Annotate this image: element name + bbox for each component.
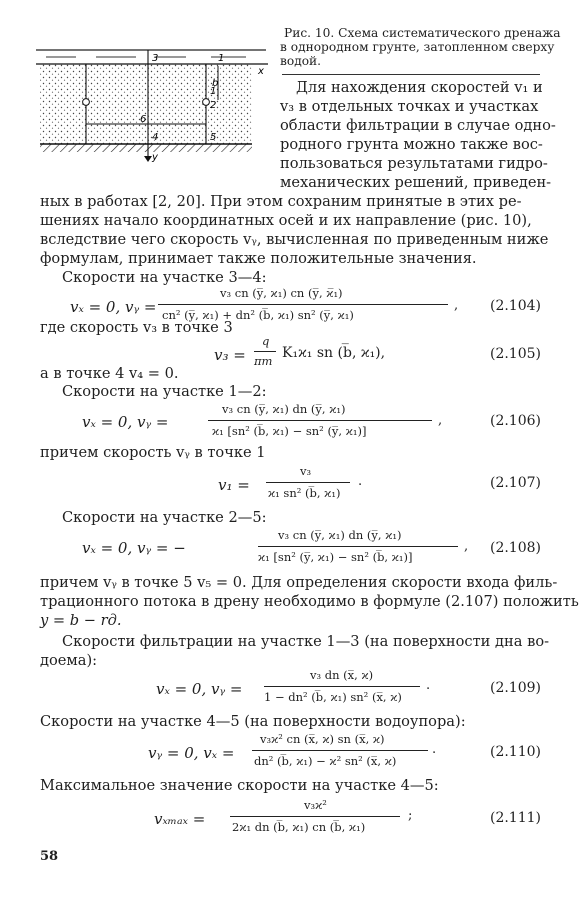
p1-line-1: Для нахождения скоростей v₁ и [296, 79, 543, 96]
eq-lhs: vₓ = 0, vᵧ = [70, 298, 157, 316]
p2-line-1: причем vᵧ в точке 5 v₅ = 0. Для определения скорости входа филь- [40, 574, 558, 591]
eq-number-2-111: (2.111) [489, 810, 541, 826]
eq-lhs: vₓₘₐₓ = [154, 810, 206, 828]
section-4-5: Скорости на участке 4—5 (на поверхности водоупора): [40, 713, 466, 730]
eq-den: ϰ₁ sn² (b̅, ϰ₁) [268, 486, 341, 500]
eq-den: dn² (b̅, ϰ₁) − ϰ² sn² (x̅, ϰ) [254, 754, 397, 768]
eq-number-2-106: (2.106) [489, 413, 541, 429]
eq-number-2-104: (2.104) [489, 298, 541, 314]
eq-den: 2ϰ₁ dn (b̅, ϰ₁) cn (b̅, ϰ₁) [232, 820, 366, 834]
eq-lhs: vᵧ = 0, vₓ = [148, 744, 235, 762]
text-v3-at-3: где скорость v₃ в точке 3 [40, 319, 233, 336]
eq-num: v₃ [300, 464, 312, 478]
fig-label-1: 1 [218, 53, 225, 64]
section-2-5: Скорости на участке 2—5: [62, 509, 267, 526]
p1-line-5: пользоваться результатами гидро- [280, 155, 548, 172]
p1-line-8: шениях начало координатных осей и их направление (рис. 10), [40, 212, 532, 229]
eq-lhs: vₓ = 0, vᵧ = [156, 680, 243, 698]
eq-num: v₃ cn (y̅, ϰ₁) dn (y̅, ϰ₁) [278, 528, 402, 542]
eq-num: v₃ cn (y̅, ϰ₁) cn (y̅, ϰ̅₁) [220, 286, 343, 300]
fig-label-4: 4 [152, 132, 159, 143]
section-1-3-line-2: доема): [40, 652, 98, 669]
eq-number-2-108: (2.108) [489, 540, 541, 556]
p1-line-4: родного грунта можно также вос- [280, 136, 543, 153]
eq-num: v₃ϰ² [304, 798, 327, 812]
text-v1-at-1: причем скорость vᵧ в точке 1 [40, 444, 266, 461]
fig-label-5: 5 [210, 132, 217, 143]
p1-line-2: v₃ в отдельных точках и участках [280, 98, 539, 115]
equation-2-111 [154, 798, 434, 842]
figure-caption-line-2: в однородном грунте, затопленном сверху [280, 40, 555, 54]
fig-label-6: 6 [140, 114, 147, 125]
eq-num: v₃ϰ² cn (x̅, ϰ) sn (x̅, ϰ) [260, 732, 385, 746]
p2-line-3: y = b − rд. [40, 612, 122, 629]
eq-lhs: v₃ = [214, 346, 246, 364]
eq-number-2-109: (2.109) [489, 680, 541, 696]
eq-lhs: vₓ = 0, vᵧ = − [82, 539, 186, 557]
fig-label-b: b [212, 78, 219, 89]
p1-line-3: области фильтрации в случае одно- [280, 117, 556, 134]
caption-rule [282, 74, 540, 75]
equation-2-106 [82, 402, 512, 446]
eq-tail: , [454, 298, 459, 313]
drainage-figure [36, 40, 276, 164]
page-number: 58 [40, 849, 59, 864]
eq-tail: . [432, 742, 437, 757]
equation-2-109 [156, 668, 456, 712]
fig-label-3: 3 [152, 53, 159, 64]
eq-tail: . [358, 474, 363, 489]
p1-line-7: ных в работах [2, 20]. При этом сохраним принятые в этих ре- [40, 193, 522, 210]
p2-line-2: трационного потока в дрену необходимо в формуле (2.107) положить [40, 593, 579, 610]
fig-label-y: y [152, 152, 158, 163]
equation-2-110 [148, 732, 448, 776]
text-v4-at-4: а в точке 4 v₄ = 0. [40, 365, 179, 382]
eq-num: v₃ dn (x̅, ϰ) [310, 668, 374, 682]
eq-number-2-110: (2.110) [489, 744, 541, 760]
section-3-4: Скорости на участке 3—4: [62, 269, 267, 286]
fig-label-1b: 1 [210, 86, 217, 97]
eq-tail: K₁ϰ₁ sn (b̅, ϰ₁), [282, 345, 386, 361]
section-1-2: Скорости на участке 1—2: [62, 383, 267, 400]
p1-line-10: формулам, принимает также положительные значения. [40, 250, 477, 267]
eq-lhs: vₓ = 0, vᵧ = [82, 413, 169, 431]
eq-number-2-105: (2.105) [489, 346, 541, 362]
eq-tail: , [464, 539, 469, 554]
fig-label-x: x [258, 66, 264, 77]
section-max: Максимальное значение скорости на участке 4—5: [40, 777, 439, 794]
equation-2-105 [214, 336, 434, 378]
eq-num: q [262, 334, 270, 348]
p1-line-6: механических решений, приведен- [280, 174, 552, 191]
eq-den: 1 − dn² (b̅, ϰ₁) sn² (x̅, ϰ) [264, 690, 402, 704]
figure-caption-line-3: водой. [280, 54, 322, 68]
eq-den: πm [254, 354, 273, 368]
fig-label-2: 2 [210, 100, 217, 111]
eq-number-2-107: (2.107) [489, 475, 541, 491]
eq-tail: . [426, 678, 431, 693]
equation-2-107 [218, 464, 418, 508]
section-1-3-line-1: Скорости фильтрации на участке 1—3 (на поверхности дна во- [62, 633, 550, 650]
eq-num: v₃ cn (y̅, ϰ₁) dn (y̅, ϰ₁) [222, 402, 346, 416]
eq-den: cn² (y̅, ϰ₁) + dn² (b̅, ϰ₁) sn² (y̅, ϰ₁) [162, 308, 354, 322]
p1-line-9: вследствие чего скорость vᵧ, вычисленная по приведенным ниже [40, 231, 549, 248]
eq-den: ϰ₁ [sn² (b̅, ϰ₁) − sn² (y̅, ϰ₁)] [212, 424, 367, 438]
eq-tail: ; [408, 808, 413, 823]
equation-2-108 [82, 528, 512, 572]
figure-caption-line-1: Рис. 10. Схема систематического дренажа [284, 26, 561, 40]
eq-lhs: v₁ = [218, 476, 250, 494]
eq-tail: , [438, 413, 443, 428]
eq-den: ϰ₁ [sn² (y̅, ϰ₁) − sn² (b̅, ϰ₁)] [258, 550, 413, 564]
